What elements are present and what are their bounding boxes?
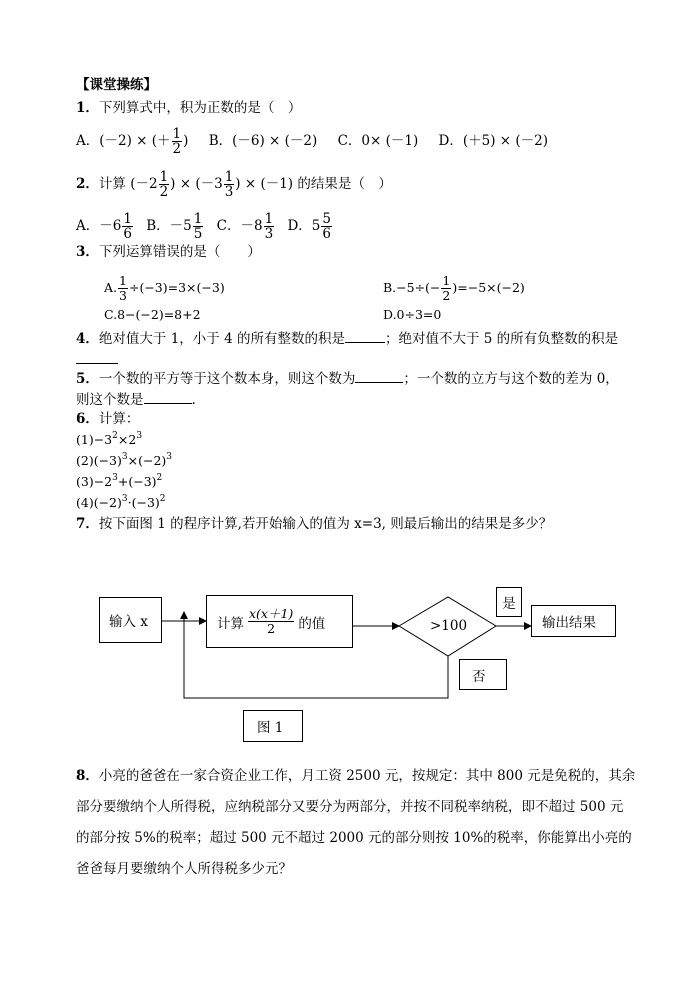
expr: (4)(−2): [76, 495, 122, 510]
q2-option-b-text: B．－5: [146, 218, 192, 234]
exponent: 3: [121, 452, 128, 462]
q3-option-d: D.0÷3=0: [383, 307, 442, 322]
denominator: 2: [442, 288, 451, 303]
flow-input-box: [99, 597, 162, 643]
q3-text: 下列运算错误的是（ ）: [98, 244, 261, 260]
numerator: 1: [172, 126, 182, 142]
flow-compute-box: [206, 595, 353, 648]
q1-option-c: C．0× (－1): [337, 133, 419, 149]
q1-number: 1．: [76, 100, 99, 116]
numerator: 1: [159, 169, 169, 185]
denominator: 3: [264, 226, 274, 242]
flow-compute-suffix: 的值: [298, 615, 326, 632]
denominator: 3: [119, 288, 127, 303]
numerator: 1: [442, 273, 451, 288]
denominator: 6: [322, 226, 331, 242]
flow-no-label: 否: [472, 668, 486, 685]
q2-text-3: ) × (－1) 的结果是（ ）: [235, 176, 392, 192]
denominator: 3: [224, 184, 234, 200]
numerator: x(x＋1): [249, 606, 294, 621]
q7-text: 按下面图 1 的程序计算,若开始输入的值为 x=3, 则最后输出的结果是多少？: [98, 516, 553, 532]
flow-output-label: 输出结果: [542, 615, 596, 631]
q3-option-c: C.8−(−2)=8+2: [104, 307, 201, 322]
q2-text-1: 计算 (－2: [98, 176, 158, 192]
expr: ·(−3): [127, 495, 160, 510]
q3-option-a-text: ÷(−3)=3×(−3): [128, 280, 225, 295]
numerator: 1: [123, 211, 132, 227]
q1-option-d: D．(＋5) × (－2): [438, 133, 548, 149]
q4-text-1: 绝对值大于 1，小于 4 的所有整数的积是: [98, 331, 345, 347]
q3-option-a-label: A.: [104, 280, 118, 295]
q8-text: 小亮的爸爸在一家合资企业工作，月工资 2500 元，按规定：其中 800 元是免税的，其余部分要缴纳个人所得税，应纳税部分又要分为两部分，并按不同税率纳税，即不超过 500 元的部分按 5%的税率；超过 500 元不超过 2000 元的部分则按 10%的税率，你能算出小亮的爸爸每月要缴纳个人所得税多少元？: [76, 768, 636, 877]
q8-number: 8．: [76, 768, 99, 784]
exponent: 2: [112, 431, 118, 441]
expr: (2)(−3): [76, 453, 122, 468]
q1-option-b: B．(－6) × (－2): [208, 133, 318, 149]
flow-condition-label: >100: [430, 618, 468, 634]
exponent: 3: [166, 452, 173, 462]
q5-text-1: 一个数的平方等于这个数本身，则这个数为: [98, 371, 356, 387]
numerator: 1: [119, 273, 127, 288]
q8-paragraph: [76, 761, 636, 885]
section-title: 【课堂操练】: [76, 77, 157, 93]
q2-option-a-text: A．－6: [76, 218, 122, 234]
denominator: 5: [193, 226, 203, 242]
denominator: 2: [172, 141, 182, 157]
flow-yes-box: [496, 587, 522, 617]
q3-option-b-text: )=−5×(−2): [452, 280, 525, 295]
exponent: 2: [159, 494, 166, 504]
q4-number: 4．: [76, 331, 99, 347]
denominator: 2: [267, 621, 276, 636]
q5-text-2: ；一个数的立方与这个数的差为 0，: [403, 371, 619, 387]
q5-text-3: 则这个数是: [76, 392, 144, 408]
q1-text: 下列算式中，积为正数的是（ ）: [98, 100, 302, 116]
exponent: 2: [156, 473, 163, 483]
flow-yes-label: 是: [502, 596, 516, 612]
numerator: 1: [264, 211, 274, 227]
exponent: 3: [112, 473, 118, 483]
flow-compute-fraction: [248, 607, 294, 636]
q4-text-2: ；绝对值不大于 5 的所有负整数的积是: [384, 331, 619, 347]
q6-text: 计算：: [98, 411, 140, 427]
denominator: 2: [159, 184, 169, 200]
flow-input-label: 输入 x: [109, 614, 148, 630]
expr: ×2: [117, 432, 137, 447]
q2-option-c-text: C．－8: [216, 218, 263, 234]
q6-number: 6．: [76, 411, 99, 427]
q5-text-4: .: [191, 392, 196, 408]
denominator: 6: [123, 226, 132, 242]
numerator: 5: [322, 211, 331, 227]
q5-number: 5．: [76, 371, 99, 387]
flow-output-box: [531, 605, 616, 637]
numerator: 1: [224, 169, 234, 185]
exponent: 3: [136, 431, 143, 441]
flow-no-box: [459, 659, 507, 690]
q3-number: 3．: [76, 244, 99, 260]
q2-text-2: ) × (－3: [170, 176, 223, 192]
q7-number: 7．: [76, 516, 99, 532]
q3-option-b-label: B.−5÷(−: [383, 280, 441, 295]
q1-option-a-close: ): [183, 133, 189, 149]
q2-number: 2．: [76, 176, 99, 192]
expr: (1)−3: [76, 432, 113, 447]
flow-compute-label: 计算: [217, 615, 244, 632]
figure-caption-box: [243, 710, 303, 742]
expr: (3)−2: [76, 474, 113, 489]
expr: +(−3): [117, 474, 157, 489]
numerator: 1: [193, 211, 203, 227]
q1-option-a-text: A．(－2) × (＋: [76, 133, 171, 149]
exponent: 3: [121, 494, 128, 504]
q2-option-d-text: D．5: [287, 218, 321, 234]
figure-caption: 图 1: [257, 720, 284, 736]
expr: ×(−2): [127, 453, 167, 468]
